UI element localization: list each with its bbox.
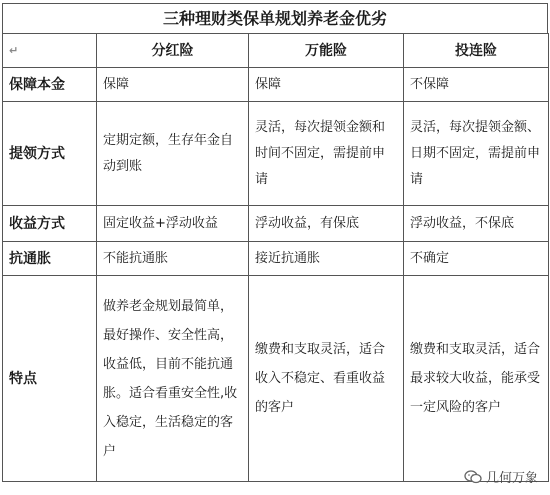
cell: 灵活，每次提领金额、日期不固定，需提前申请: [404, 102, 549, 206]
cell: 浮动收益，有保底: [249, 206, 404, 242]
cell: 保障: [97, 68, 249, 102]
cell: 浮动收益，不保底: [404, 206, 549, 242]
header-dividend-insurance: 分红险: [97, 34, 249, 68]
table-row: [3, 68, 549, 102]
watermark: [464, 467, 538, 486]
cell: 不能抗通胀: [97, 242, 249, 276]
watermark-text: 几何万象: [485, 471, 538, 486]
table-row: [3, 276, 549, 482]
wechat-icon: [464, 470, 482, 484]
cell: 缴费和支取灵活，适合收入不稳定、看重收益的客户: [249, 276, 404, 482]
cell: 缴费和支取灵活，适合最求较大收益，能承受一定风险的客户: [404, 276, 549, 482]
paragraph-mark: ↵: [9, 44, 19, 57]
table-row: [3, 206, 549, 242]
cell: 做养老金规划最简单，最好操作、安全性高，收益低，目前不能抗通胀。适合看重安全性,收入稳定，生活稳定的客户: [97, 276, 249, 482]
row-label: 收益方式: [3, 206, 97, 242]
cell: 固定收益+浮动收益: [97, 206, 249, 242]
table-row: [3, 102, 549, 206]
row-label: 保障本金: [3, 68, 97, 102]
comparison-table: [2, 33, 549, 482]
cell: 不确定: [404, 242, 549, 276]
header-investment-linked-insurance: 投连险: [404, 34, 549, 68]
cell: 灵活，每次提领金额和时间不固定，需提前申请: [249, 102, 404, 206]
cell: 不保障: [404, 68, 549, 102]
row-label: 提领方式: [3, 102, 97, 206]
cell: 保障: [249, 68, 404, 102]
comparison-document: [2, 3, 548, 492]
row-label: 特点: [3, 276, 97, 482]
corner-cell: [3, 34, 97, 68]
row-label: 抗通胀: [3, 242, 97, 276]
table-row: [3, 242, 549, 276]
header-universal-insurance: 万能险: [249, 34, 404, 68]
cell: 定期定额，生存年金自动到账: [97, 102, 249, 206]
header-row: [3, 34, 549, 68]
cell: 接近抗通胀: [249, 242, 404, 276]
table-title: 三种理财类保单规划养老金优劣: [2, 3, 548, 33]
